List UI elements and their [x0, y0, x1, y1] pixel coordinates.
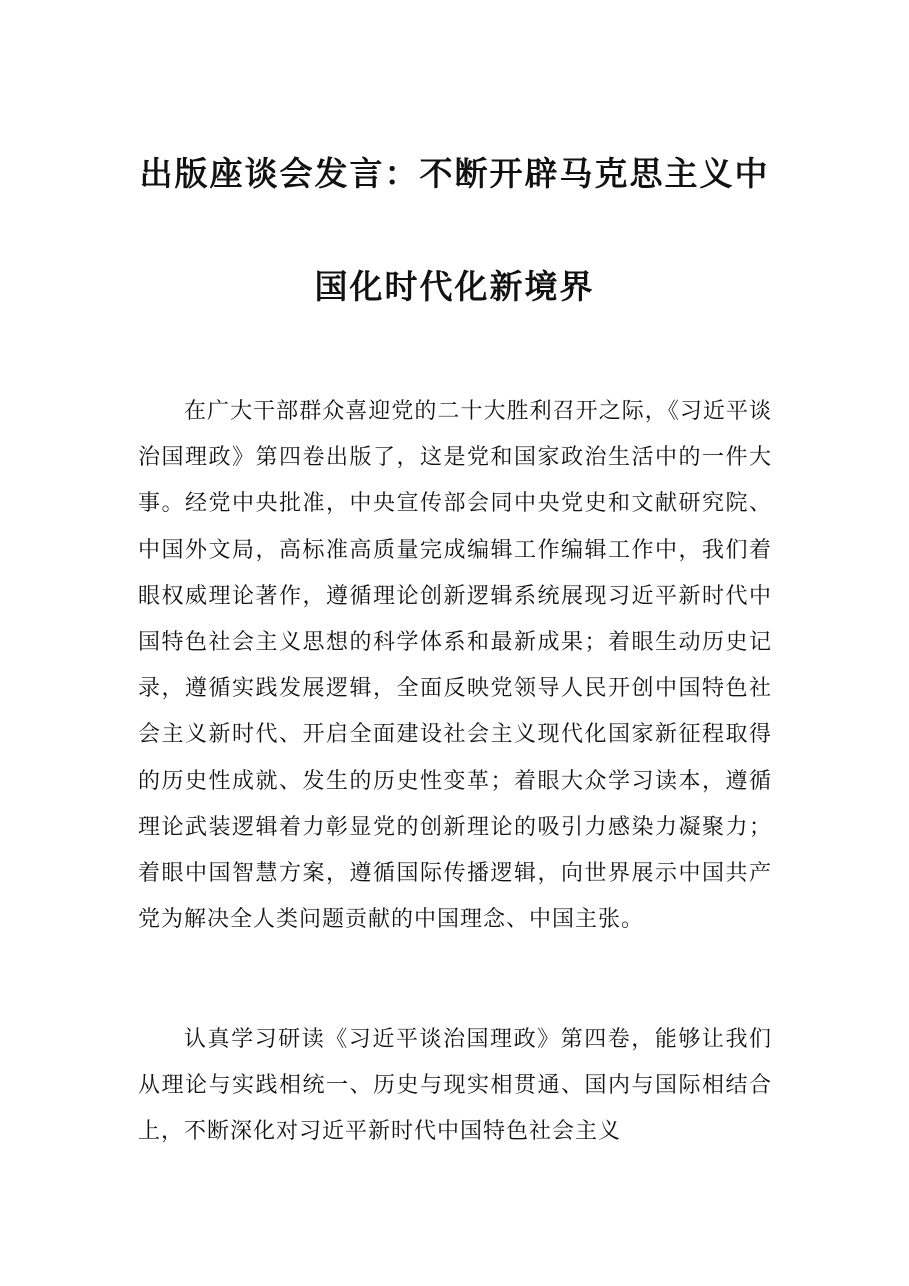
document-title-line-1: 出版座谈会发言：不断开辟马克思主义中 — [139, 154, 770, 193]
document-title-line-2: 国化时代化新境界 — [314, 267, 595, 306]
body-paragraph-1: 在广大干部群众喜迎党的二十大胜利召开之际，《习近平谈治国理政》第四卷出版了，这是党和国家政治生活中的一件大事。经党中央批准，中央宣传部会同中央党史和文献研究院、中国外文局，高标准高质量完成编辑工作编辑工作中，我们着眼权威理论著作，遵循理论创新逻辑系统展现习近平新时代中国特色社会主义思想的科学体系和最新成果；着眼生动历史记录，遵循实践发展逻辑，全面反映党领导人民开创中国特色社会主义新时代、开启全面建设社会主义现代化国家新征程取得的历史性成就、发生的历史性变革；着眼大众学习读本，遵循理论武装逻辑着力彰显党的创新理论的吸引力感染力凝聚力；着眼中国智慧方案，遵循国际传播逻辑，向世界展示中国共产党为解决全人类问题贡献的中国理念、中国主张。 — [138, 399, 772, 933]
body-paragraph-2: 认真学习研读《习近平谈治国理政》第四卷，能够让我们从理论与实践相统一、历史与现实相贯通、国内与国际相结合上，不断深化对习近平新时代中国特色社会主义 — [138, 1027, 772, 1145]
